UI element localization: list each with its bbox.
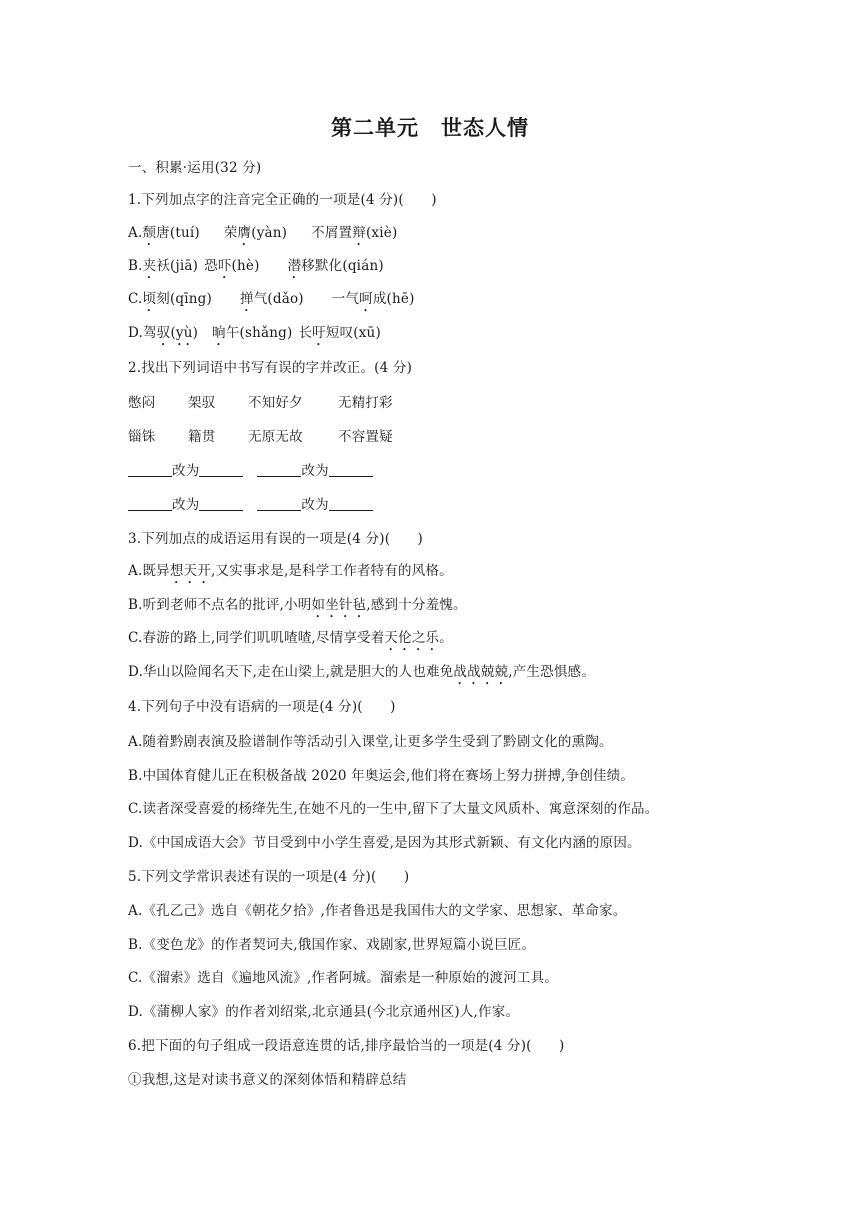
emphasis-char: 呵 — [359, 291, 373, 307]
q3-option-c: C.春游的路上,同学们叽叽喳喳,尽情享受着天伦之乐。 — [128, 630, 453, 646]
q3-stem: 3.下列加点的成语运用有误的一项是(4 分)( ) — [128, 531, 424, 547]
q1-option-c: C.顷刻(qīng) 掸气(dǎo) 一气呵成(hē) — [128, 291, 415, 307]
q5-option-a: A.《孔乙己》选自《朝花夕拾》,作者鲁迅是我国伟大的文学家、思想家、革命家。 — [128, 903, 627, 919]
emphasis-idiom: 天伦之乐 — [384, 630, 440, 646]
answer-blank[interactable] — [257, 462, 301, 477]
page-title: 第二单元 世态人情 — [331, 116, 529, 140]
emphasis-idiom: 想天开 — [169, 563, 211, 579]
q3-option-b: B.听到老师不点名的批评,小明如坐针毡,感到十分羞愧。 — [128, 597, 467, 613]
q2-words-row-1: 憋闷 架驭 不知好夕 无精打彩 — [128, 395, 393, 411]
q2-words-row-2: 锱铢 籍贯 无原无故 不容置疑 — [128, 429, 393, 445]
emphasis-idiom: 如坐针毡 — [311, 597, 367, 613]
answer-blank[interactable] — [329, 496, 373, 511]
emphasis-char: 辩 — [352, 225, 366, 241]
q4-option-b: B.中国体育健儿正在积极备战 2020 年奥运会,他们将在赛场上努力拼搏,争创佳绩。 — [128, 768, 635, 784]
q5-option-b: B.《变色龙》的作者契诃夫,俄国作家、戏剧家,世界短篇小说巨匠。 — [128, 937, 536, 953]
q1-option-d: D.驾驭(yù) 晌午(shǎng) 长吁短叹(xū) — [128, 325, 381, 341]
q4-option-d: D.《中国成语大会》节目受到中小学生喜爱,是因为其形式新颖、有文化内涵的原因。 — [128, 835, 641, 851]
answer-blank[interactable] — [199, 496, 243, 511]
emphasis-char: 潜 — [287, 258, 302, 274]
q1-stem: 1.下列加点字的注音完全正确的一项是(4 分)( ) — [128, 192, 437, 208]
q5-option-d: D.《蒲柳人家》的作者刘绍棠,北京通县(今北京通州区)人,作家。 — [128, 1004, 520, 1020]
answer-blank[interactable] — [257, 496, 301, 511]
emphasis-char: 晌 — [212, 325, 226, 341]
q3-option-d: D.华山以险闻名天下,走在山梁上,就是胆大的人也难免战战兢兢,产生恐惧感。 — [128, 664, 595, 680]
q5-stem: 5.下列文学常识表述有误的一项是(4 分)( ) — [128, 869, 410, 885]
answer-blank[interactable] — [329, 462, 373, 477]
emphasis-char: 顷 — [142, 291, 157, 307]
answer-blank[interactable] — [199, 462, 243, 477]
q5-option-c: C.《溜索》选自《遍地风流》,作者阿城。溜索是一种原始的渡河工具。 — [128, 970, 559, 986]
q4-option-a: A.随着黔剧表演及脸谱制作等活动引入课堂,让更多学生受到了黔剧文化的熏陶。 — [128, 734, 613, 750]
emphasis-char: 驭(yù) — [156, 325, 199, 341]
q1-option-a: A.颓唐(tuí) 荣膺(yàn) 不屑置辩(xiè) — [128, 225, 398, 241]
q2-stem: 2.找出下列词语中书写有误的字并改正。(4 分) — [128, 360, 413, 376]
emphasis-char: 吁 — [312, 325, 326, 341]
answer-blank[interactable] — [128, 462, 172, 477]
q6-stem: 6.把下面的句子组成一段语意连贯的话,排序最恰当的一项是(4 分)( ) — [128, 1038, 565, 1054]
q4-option-c: C.读者深受喜爱的杨绛先生,在她不凡的一生中,留下了大量文风质朴、寓意深刻的作品。 — [128, 801, 659, 817]
emphasis-char: 吓 — [217, 258, 232, 274]
q4-stem: 4.下列句子中没有语病的一项是(4 分)( ) — [128, 699, 396, 715]
answer-blank[interactable] — [128, 496, 172, 511]
emphasis-char: 夹 — [142, 258, 157, 274]
q6-sentence-1: ①我想,这是对读书意义的深刻体悟和精辟总结 — [128, 1072, 407, 1088]
section-heading: 一、积累·运用(32 分) — [128, 160, 262, 176]
q2-answer-row-1: 改为 改为 — [128, 461, 373, 481]
emphasis-idiom: 战战兢兢 — [453, 664, 509, 680]
q3-option-a: A.既异想天开,又实事求是,是科学工作者特有的风格。 — [128, 563, 453, 579]
q1-option-b: B.夹袄(jiā) 恐吓(hè) 潜移默化(qián) — [128, 258, 384, 274]
emphasis-char: 膺 — [237, 225, 252, 241]
emphasis-char: 颓 — [142, 225, 157, 241]
q2-answer-row-2: 改为 改为 — [128, 495, 373, 515]
emphasis-char: 掸 — [239, 291, 254, 307]
